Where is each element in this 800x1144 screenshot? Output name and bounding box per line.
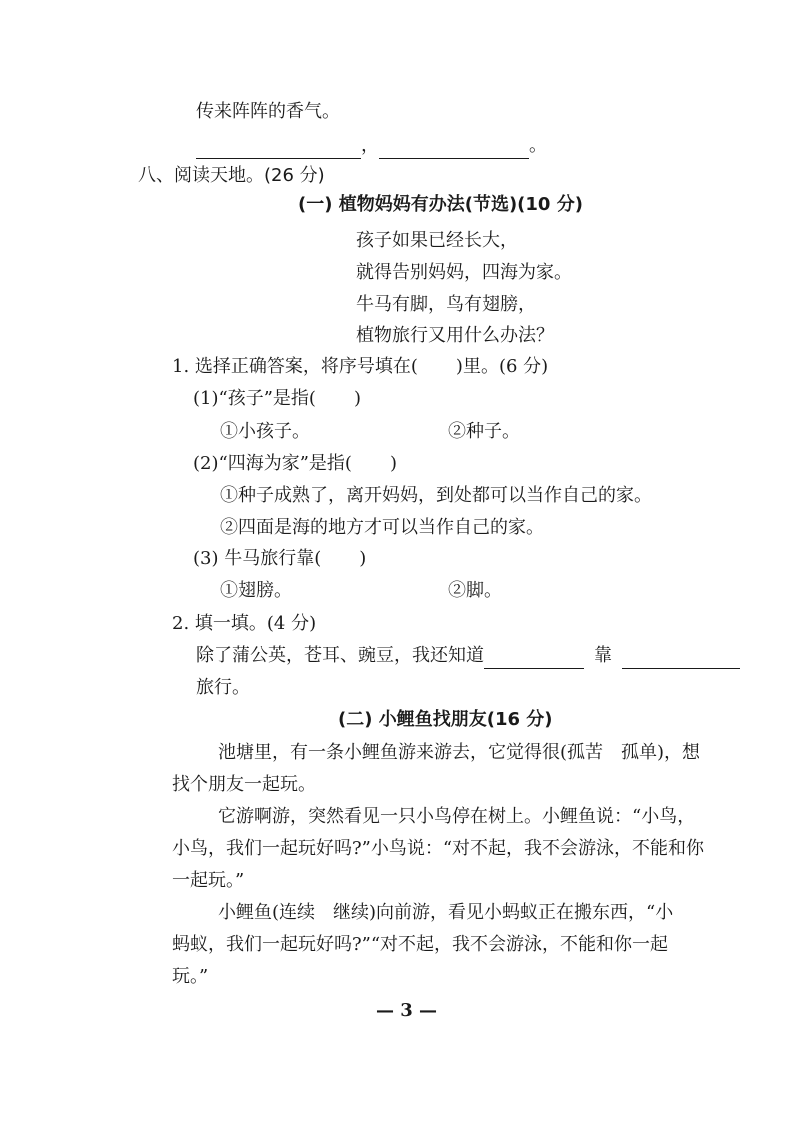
text-line: 旅行。 — [196, 677, 250, 698]
period: 。 — [529, 135, 547, 156]
answer-blank[interactable] — [484, 648, 584, 669]
option: ①翅膀。 — [220, 580, 292, 601]
paragraph-line: 小鸟，我们一起玩好吗?”小鸟说：“对不起，我不会游泳，不能和你 — [172, 838, 705, 859]
page-number: — 3 — — [376, 1000, 438, 1021]
answer-blank[interactable] — [622, 648, 740, 669]
question-stem: 1. 选择正确答案，将序号填在( )里。(6 分) — [172, 356, 549, 377]
paragraph-line: 小鲤鱼(连续 继续)向前游，看见小蚂蚁正在搬东西，“小 — [218, 902, 674, 923]
answer-blank[interactable] — [379, 138, 529, 159]
answer-blank[interactable] — [196, 138, 361, 159]
comma: ， — [361, 135, 379, 156]
sub-question: (2)“四海为家”是指( ) — [193, 453, 397, 474]
option: ②四面是海的地方才可以当作自己的家。 — [220, 517, 544, 538]
poem-line: 就得告别妈妈，四海为家。 — [356, 262, 572, 283]
fill-in-line: 除了蒲公英，苍耳、豌豆，我还知道 靠 — [196, 643, 740, 669]
question-stem: 2. 填一填。(4 分) — [172, 613, 317, 634]
sub-question: (1)“孩子”是指( ) — [193, 388, 361, 409]
passage-title: (二) 小鲤鱼找朋友(16 分) — [338, 709, 553, 730]
option: ①种子成熟了，离开妈妈，到处都可以当作自己的家。 — [220, 485, 652, 506]
paragraph-line: 玩。” — [172, 966, 209, 987]
sub-question: (3) 牛马旅行靠( ) — [193, 548, 367, 569]
paragraph-line: 池塘里，有一条小鲤鱼游来游去，它觉得很(孤苦 孤单)，想 — [218, 742, 701, 763]
passage-title: (一) 植物妈妈有办法(节选)(10 分) — [298, 194, 583, 215]
poem-line: 牛马有脚，鸟有翅膀， — [356, 294, 536, 315]
poem-line: 植物旅行又用什么办法？ — [356, 325, 554, 346]
paragraph-line: 找个朋友一起玩。 — [172, 774, 316, 795]
text-line: 传来阵阵的香气。 — [196, 101, 340, 122]
option: ②种子。 — [448, 421, 520, 442]
option: ②脚。 — [448, 580, 502, 601]
paragraph-line: 它游啊游，突然看见一只小鸟停在树上。小鲤鱼说：“小鸟， — [218, 806, 696, 827]
paragraph-line: 一起玩。” — [172, 870, 245, 891]
fill-in-line — [196, 133, 547, 159]
option: ①小孩子。 — [220, 421, 310, 442]
section-heading: 八、阅读天地。(26 分) — [138, 165, 325, 186]
poem-line: 孩子如果已经长大， — [356, 230, 518, 251]
paragraph-line: 蚂蚁，我们一起玩好吗?”“对不起，我不会游泳，不能和你一起 — [172, 934, 669, 955]
